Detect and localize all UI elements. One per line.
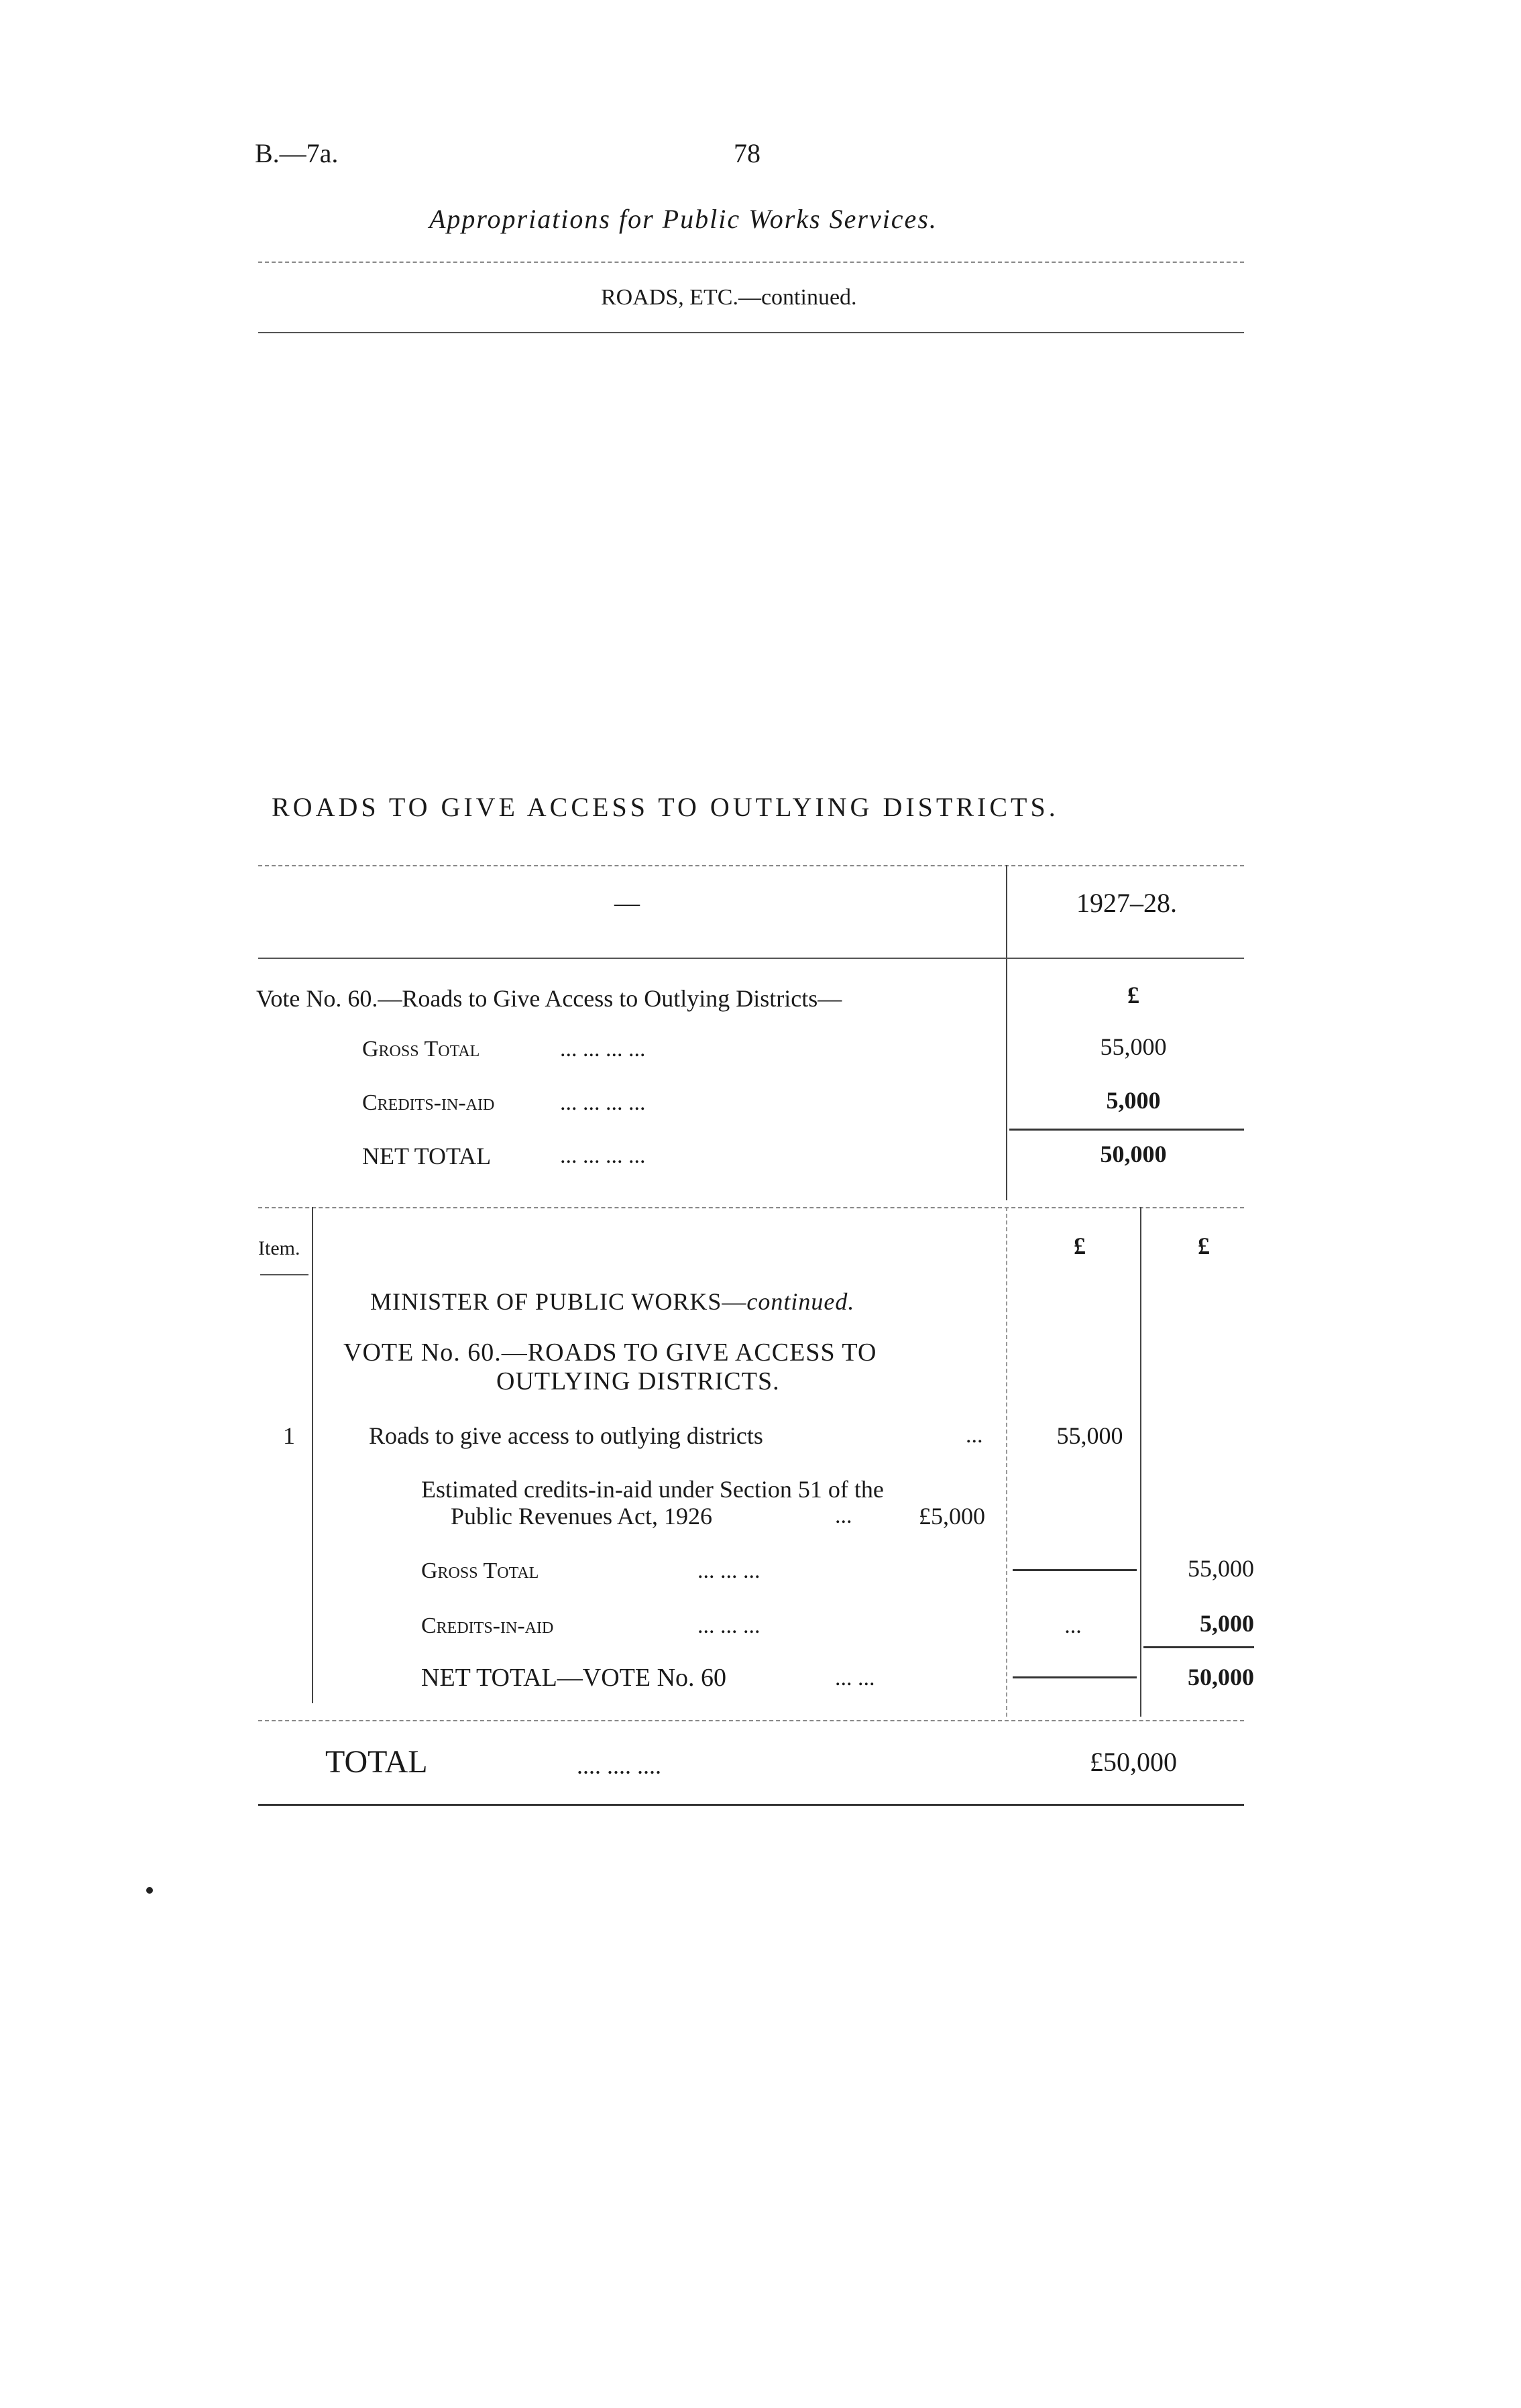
detail-subtotal-rule (1143, 1646, 1254, 1648)
summary-year-header: 1927–28. (1076, 888, 1177, 918)
page-number: 78 (734, 138, 760, 168)
detail-net-label: NET TOTAL—VOTE No. 60 (421, 1664, 727, 1692)
summary-header-rule (258, 958, 1244, 959)
total-rule (258, 1804, 1244, 1806)
detail-currency-2: £ (1198, 1232, 1210, 1259)
summary-currency: £ (1127, 982, 1139, 1009)
detail-credits-value: 5,000 (1200, 1610, 1254, 1637)
main-heading: ROADS TO GIVE ACCESS TO OUTLYING DISTRICTS. (272, 792, 1059, 822)
vote-heading-line-2: OUTLYING DISTRICTS. (496, 1367, 780, 1395)
ink-speck (146, 1887, 153, 1894)
detail-gross-label: Gross Total (421, 1558, 539, 1583)
detail-credits-mid-dots: ... (1064, 1613, 1082, 1638)
detail-item-divider (312, 1207, 313, 1703)
item-value: 55,000 (1056, 1422, 1123, 1449)
total-dots: .... .... .... (577, 1752, 661, 1779)
detail-column-divider-2 (1140, 1207, 1141, 1717)
detail-credits-label: Credits-in-aid (421, 1613, 554, 1638)
total-value: £50,000 (1090, 1747, 1177, 1777)
estimated-credits-value: £5,000 (919, 1503, 985, 1530)
detail-gross-value: 55,000 (1188, 1555, 1254, 1582)
summary-gross-label: Gross Total (362, 1037, 480, 1062)
section-title: ROADS, ETC.—continued. (601, 285, 857, 310)
detail-gross-dots: ... ... ... (697, 1558, 760, 1583)
item-label: Roads to give access to outlying districts (369, 1422, 763, 1449)
estimated-credits-line-1: Estimated credits-in-aid under Section 51 of the (421, 1476, 884, 1503)
header-rule (258, 262, 1244, 263)
summary-net-label: NET TOTAL (362, 1143, 492, 1169)
summary-subtotal-rule (1009, 1129, 1244, 1131)
summary-net-dots: ... ... ... ... (560, 1143, 646, 1168)
summary-blank-header: — (614, 889, 640, 917)
item-dots: ... (966, 1423, 983, 1448)
summary-gross-dots: ... ... ... ... (560, 1037, 646, 1062)
total-label: TOTAL (325, 1744, 428, 1780)
detail-gross-rule (1013, 1569, 1137, 1571)
estimated-credits-dots: ... (835, 1503, 852, 1528)
detail-net-rule (1013, 1676, 1137, 1678)
detail-bottom-rule (258, 1720, 1244, 1721)
detail-column-divider-1 (1006, 1207, 1007, 1717)
detail-currency-1: £ (1074, 1232, 1086, 1259)
detail-top-rule (258, 1207, 1244, 1208)
minister-heading: MINISTER OF PUBLIC WORKS—continued. (370, 1288, 855, 1315)
detail-net-value: 50,000 (1188, 1664, 1254, 1690)
section-rule (258, 332, 1244, 333)
estimated-credits-line-2: Public Revenues Act, 1926 (451, 1503, 712, 1530)
detail-credits-dots: ... ... ... (697, 1613, 760, 1638)
item-number: 1 (283, 1422, 295, 1449)
summary-column-divider (1006, 865, 1007, 1200)
summary-vote-label: Vote No. 60.—Roads to Give Access to Outlying Districts— (256, 985, 842, 1012)
summary-net-value: 50,000 (1100, 1141, 1167, 1167)
item-column-header: Item. (258, 1237, 300, 1259)
summary-credits-label: Credits-in-aid (362, 1090, 495, 1115)
summary-credits-dots: ... ... ... ... (560, 1090, 646, 1115)
page-subtitle: Appropriations for Public Works Services. (429, 204, 938, 234)
document-reference: B.—7a. (255, 138, 339, 168)
detail-net-dots: ... ... (835, 1666, 875, 1690)
summary-credits-value: 5,000 (1106, 1087, 1161, 1114)
summary-gross-value: 55,000 (1100, 1033, 1167, 1060)
vote-heading-line-1: VOTE No. 60.—ROADS TO GIVE ACCESS TO (343, 1338, 877, 1367)
item-header-rule (260, 1274, 308, 1275)
summary-top-rule (258, 865, 1244, 866)
